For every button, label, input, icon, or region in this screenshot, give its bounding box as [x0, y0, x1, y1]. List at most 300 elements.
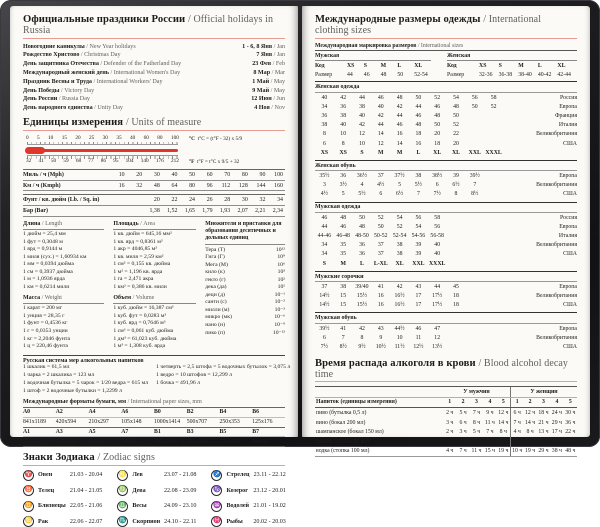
region-label: Россия [503, 95, 577, 101]
size-cell: 4½ [315, 191, 334, 197]
size-row [315, 130, 577, 139]
decay-hours-men: 9 ч [483, 408, 496, 418]
size-cell: 3½ [334, 182, 353, 188]
decay-hours-men: 4 ч [443, 447, 456, 457]
size-cell: 56 [409, 215, 428, 221]
decay-hours-women: 22 ч [564, 427, 577, 437]
decay-hours-women: 14 ч [523, 418, 536, 428]
size-cell: 13½ [428, 344, 447, 350]
size-cell: 41 [371, 284, 390, 290]
paper-cell: 105x148 [121, 419, 154, 425]
weight-title: Масса / Weight [23, 295, 104, 304]
size-cell: 40 [334, 122, 353, 128]
holiday-name-en: / International Women's Day [111, 70, 181, 76]
alcohol-row [315, 427, 577, 437]
size-cell: 50 [353, 215, 372, 221]
size-cell: 17 [409, 293, 428, 299]
conversion-item: 1 мм = 0,0394 дюйма [23, 261, 104, 269]
paper-sizes-table [23, 407, 285, 447]
fahrenheit-tick: 176 [156, 159, 164, 165]
zodiac-name: Стрелец [226, 472, 249, 478]
celsius-tick: 30 [103, 136, 108, 142]
zodiac-sign-icon: ♉ [23, 485, 34, 496]
size-cell: 38 [334, 284, 353, 290]
size-row [315, 121, 577, 130]
conversion-item: 1 кв. дюйм = 645,16 мм² [113, 231, 196, 239]
celsius-unit: °C [189, 136, 195, 142]
alcohol-rows [315, 408, 577, 457]
prefix-value: 10⁻³ [275, 307, 285, 315]
size-cell: 48-50 [353, 233, 372, 239]
holiday-name-en: / Russia Day [59, 96, 90, 102]
region-label: Великобритания [503, 293, 577, 299]
right-page [302, 6, 590, 437]
size-code: M [381, 63, 398, 69]
size-cell: 52 [484, 104, 503, 110]
prefix-value: 10⁻⁶ [274, 314, 285, 322]
decay-hours-women: 29 ч [550, 418, 563, 428]
paper-cell: 125x176 [252, 419, 285, 425]
measure-item: 1 ведро = 10 штофов = 12,299 л [156, 372, 290, 380]
decay-hours-men: 4 ч [456, 437, 469, 447]
size-cell: XL [390, 261, 409, 267]
zodiac-sign-icon: ♒ [211, 501, 222, 512]
size-cell [484, 293, 503, 299]
alcohol-row [315, 447, 577, 457]
celsius-tick: 20 [75, 136, 80, 142]
size-cell: 48 [353, 224, 372, 230]
fahrenheit-tick: 212 [171, 159, 179, 165]
zodiac-dates: 24.09 - 23.10 [164, 503, 197, 509]
size-cell: 38 [390, 242, 409, 248]
size-cell: 5½ [409, 182, 428, 188]
size-cell: 44 [390, 113, 409, 119]
zodiac-item [211, 470, 285, 481]
size-cell: 47 [428, 326, 447, 332]
size-cell: 3 [315, 182, 334, 188]
region-label: Франция [503, 113, 577, 119]
red-underline [315, 38, 577, 39]
decay-hours-women: 10 ч [523, 437, 536, 447]
paper-cell: 594x841 [23, 439, 56, 445]
decay-hours-men: 3 ч [456, 427, 469, 437]
paper-cell: A0 [23, 409, 56, 415]
prefix-row [205, 322, 285, 330]
size-cell: 8 [315, 131, 334, 137]
size-cell: 15 [334, 293, 353, 299]
womens-marking-header: Женская [447, 52, 577, 61]
region-label: Великобритания [503, 335, 577, 341]
temperature-formulas [189, 135, 285, 167]
zodiac-item [23, 470, 102, 481]
clothing-section [315, 312, 577, 351]
fahrenheit-tick: 32 [26, 159, 31, 165]
fahrenheit-ticks [25, 159, 180, 165]
size-value: 46 [364, 72, 381, 78]
conversion-col-2 [113, 221, 196, 354]
size-cell: 37 [371, 242, 390, 248]
pressure-value: 1,93 [215, 208, 233, 214]
paper-row [23, 428, 285, 438]
zodiac-item [23, 516, 102, 527]
size-value: 44 [347, 72, 364, 78]
zodiac-sign-icon: ♈ [23, 470, 34, 481]
size-cell: 50 [428, 122, 447, 128]
size-cell: 35½ [315, 173, 334, 179]
size-cell: 54 [447, 95, 466, 101]
paper-cell: 148x210 [89, 439, 122, 445]
size-cell: 8 [353, 335, 372, 341]
region-label: Европа [503, 173, 577, 179]
pressure-value: 22 [162, 197, 180, 203]
left-page [10, 6, 298, 437]
size-cell: 44½ [390, 326, 409, 332]
conversion-col-3 [205, 221, 285, 354]
size-cell: 38 [409, 173, 428, 179]
zodiac-name: Близнецы [38, 503, 66, 509]
size-cell: 48 [447, 104, 466, 110]
prefix-value: 10⁹ [277, 254, 285, 262]
size-row [315, 324, 577, 333]
size-label: Размер [315, 72, 347, 78]
clothing-section-title: Мужская одежда [315, 202, 577, 214]
zodiac-dates: 23.12 - 20.01 [253, 488, 286, 494]
prefix-value: 10³ [278, 269, 285, 277]
celsius-tick: 25 [89, 136, 94, 142]
size-cell: 39 [409, 251, 428, 257]
size-cell: 40 [428, 251, 447, 257]
length-title: Длина / Length [23, 221, 104, 230]
size-cell: 44-46 [315, 233, 334, 239]
size-cell: M [371, 150, 390, 156]
size-cell: 36½ [353, 173, 372, 179]
size-row [315, 333, 577, 342]
holiday-month-en: / Jan [274, 44, 285, 50]
size-cell: 6 [315, 141, 334, 147]
size-cell: 54 [409, 224, 428, 230]
zodiac-item [211, 516, 285, 527]
size-cell: 46 [409, 113, 428, 119]
area-block [113, 221, 196, 292]
alcohol-row [315, 418, 577, 428]
decay-hours-men: 15 ч [483, 447, 496, 457]
size-cell [484, 251, 503, 257]
prefix-row [205, 314, 285, 322]
size-cell: 10 [334, 131, 353, 137]
holiday-row [23, 95, 285, 104]
conversion-item: 1 см³ = 0,061 куб. дюйма [113, 328, 196, 336]
holiday-name-ru: Международный женский день [23, 70, 109, 76]
size-cell: 8½ [465, 191, 484, 197]
conversion-item: 1 миля (сух.) = 1,60934 км [23, 254, 104, 262]
paper-row [23, 418, 285, 428]
size-cell [447, 251, 466, 257]
pressure-value: 2,07 [232, 208, 250, 214]
size-row [315, 181, 577, 190]
measure-item: 1 шкалик = 61,5 мл [23, 364, 148, 372]
clothing-section-title: Мужские сорочки [315, 271, 577, 283]
zodiac-item [117, 485, 196, 496]
pressure-row-bar [23, 206, 285, 217]
count-header: 5 [564, 398, 577, 408]
womens-code-row [447, 61, 577, 70]
celsius-formula: °C t°C = (t°F - 32) x 5/9 [189, 136, 285, 142]
zodiac-dates: 22.05 - 21.06 [70, 503, 103, 509]
holiday-row [23, 69, 285, 78]
celsius-tick: 5 [37, 136, 40, 142]
holiday-month-en: / Nov [271, 105, 285, 111]
holiday-row [23, 51, 285, 60]
size-row [315, 231, 577, 240]
alcohol-title: Время распада алкоголя в крови / Blood alcohol decay time [315, 358, 577, 380]
size-row [315, 102, 577, 111]
decay-hours-women: 7 ч [510, 418, 523, 428]
holiday-date [256, 51, 285, 60]
size-cell [465, 122, 484, 128]
region-label: Великобритания [503, 182, 577, 188]
size-cell: 36 [334, 104, 353, 110]
alcohol-row [315, 408, 577, 418]
region-label: Великобритания [503, 242, 577, 248]
speed-value: 50 [179, 172, 197, 178]
pressure-value: 28 [215, 197, 233, 203]
size-cell [465, 326, 484, 332]
zodiac-dates: 23.07 - 21.08 [164, 472, 197, 478]
holiday-day: 1 - 6, 8 [242, 44, 259, 50]
size-cell [465, 344, 484, 350]
zodiac-title: Знаки Зодиака / Zodiac signs [23, 452, 285, 463]
clothing-section-title: Женская обувь [315, 160, 577, 172]
size-cell: 56 [428, 224, 447, 230]
holiday-row [23, 87, 285, 96]
holiday-date [252, 87, 285, 96]
prefix-value: 10⁻⁹ [274, 322, 285, 330]
decay-hours-women: 29 ч [537, 447, 550, 457]
size-cell [465, 113, 484, 119]
size-cell [465, 215, 484, 221]
red-underline [23, 38, 285, 39]
size-cell: 44 [353, 95, 372, 101]
paper-cell: B0 [154, 409, 187, 415]
fahrenheit-tick: 68 [76, 159, 81, 165]
size-cell [484, 335, 503, 341]
speed-value: 100 [267, 172, 285, 178]
paper-cell: A1 [23, 429, 56, 435]
size-cell [447, 242, 466, 248]
holiday-row [23, 60, 285, 69]
size-cell: 52 [390, 224, 409, 230]
size-cell [484, 141, 503, 147]
size-cell: 40 [428, 242, 447, 248]
size-cell: 46-48 [334, 233, 353, 239]
size-cell: 6½ [447, 182, 466, 188]
decay-hours-women: 8 ч [523, 427, 536, 437]
count-header: 1 [443, 398, 456, 408]
prefix-name: Тера (Т) [205, 247, 225, 255]
size-cell [465, 261, 484, 267]
size-cell: 54 [390, 215, 409, 221]
holiday-month-en: / Feb [273, 61, 285, 67]
paper-cell: 210x297 [89, 419, 122, 425]
size-cell: 44 [315, 224, 334, 230]
speed-mph-label: Миль / ч (Mph) [23, 172, 109, 178]
paper-cell: 353x500 [187, 439, 220, 445]
prefix-name: нано (н) [205, 322, 225, 330]
drink-name: коньяк (рюмка 50 мл) [315, 437, 443, 447]
size-cell: 58 [484, 95, 503, 101]
decay-hours-men: 8 ч [470, 418, 483, 428]
size-cell: S [353, 150, 372, 156]
size-cell: 50 [371, 224, 390, 230]
size-cell: 42 [371, 113, 390, 119]
size-cell: XXXL [428, 261, 447, 267]
holiday-row [23, 104, 285, 113]
zodiac-name: Рыбы [226, 519, 249, 525]
size-cell [447, 261, 466, 267]
size-cell: 17½ [428, 302, 447, 308]
size-cell: 48 [428, 113, 447, 119]
prefix-row [205, 269, 285, 277]
decay-hours-women: 17 ч [550, 427, 563, 437]
pressure-psi-label: Фунт / кв. дюйм (Lb. / Sq. in) [23, 197, 109, 203]
size-cell: 5 [390, 182, 409, 188]
fahrenheit-tick: 95 [113, 159, 118, 165]
area-title: Площадь / Area [113, 221, 196, 230]
speed-table [23, 169, 285, 191]
zodiac-item [23, 501, 102, 512]
conversion-item: 1 м³ = 1,308 куб. ярда [113, 343, 196, 351]
size-cell: 15½ [353, 293, 372, 299]
holiday-month-ru: Ноя [259, 105, 270, 111]
size-cell: 38 [315, 122, 334, 128]
region-label: США [503, 302, 577, 308]
length-block [23, 221, 104, 292]
thermometer-bar [25, 146, 180, 154]
holiday-name [23, 69, 180, 78]
decay-hours-men: 6 ч [470, 437, 483, 447]
holiday-date [251, 95, 285, 104]
prefix-name: гекто (г) [205, 277, 225, 285]
size-cell: 34 [315, 251, 334, 257]
size-cell [465, 141, 484, 147]
region-label [503, 261, 577, 267]
zodiac-item [117, 501, 196, 512]
holiday-name-ru: Рождество Христово [23, 52, 79, 58]
size-row [315, 259, 577, 268]
celsius-tick: 60 [144, 136, 149, 142]
size-cell: 38½ [428, 173, 447, 179]
speed-value: 80 [232, 172, 250, 178]
holiday-month-ru: Май [257, 79, 269, 85]
size-cell: 6 [371, 191, 390, 197]
size-cell [484, 113, 503, 119]
size-cell: 42 [334, 95, 353, 101]
paper-cell: 176x250 [220, 439, 253, 445]
size-row [315, 213, 577, 222]
code-label: Код [447, 63, 479, 69]
prefix-name: Гига (Г) [205, 254, 224, 262]
size-cell: 37 [371, 173, 390, 179]
size-cell [465, 293, 484, 299]
russian-measures [23, 355, 285, 395]
size-cell [465, 335, 484, 341]
conversion-item: 1 ярд = 0,9144 м [23, 246, 104, 254]
speed-row-mph [23, 170, 285, 181]
pressure-value: 20 [144, 197, 162, 203]
size-cell: 20 [428, 131, 447, 137]
decay-hours-women: 10 ч [510, 447, 523, 457]
count-header: 4 [483, 398, 496, 408]
red-underline [23, 130, 285, 131]
size-code: L [397, 63, 414, 69]
celsius-tick: 100 [171, 136, 179, 142]
holidays-list [23, 43, 285, 114]
celsius-ruler [27, 142, 178, 146]
decay-hours-men: 2 ч [443, 408, 456, 418]
decay-hours-men: 7 ч [470, 408, 483, 418]
region-label: Великобритания [503, 131, 577, 137]
region-label: Европа [503, 284, 577, 290]
zodiac-name: Скорпион [132, 519, 160, 525]
size-cell: 8 [334, 141, 353, 147]
units-title-en: / Units of measure [126, 117, 201, 128]
size-cell: 42 [353, 326, 372, 332]
size-cell: 52 [371, 215, 390, 221]
womens-size-row [447, 70, 577, 79]
decay-hours-women: 5 ч [510, 437, 523, 447]
holiday-name [23, 78, 163, 87]
mens-size-row [315, 70, 431, 79]
holiday-row [23, 78, 285, 87]
holiday-name [23, 51, 121, 60]
size-cell [447, 215, 466, 221]
decay-hours-men: 2 ч [443, 427, 456, 437]
russian-measures-title: Русская система мер алкогольных напитков [23, 358, 285, 364]
paper-cell: 250x353 [220, 419, 253, 425]
prefix-name: микро (мк) [205, 314, 232, 322]
speed-value: 10 [109, 172, 127, 178]
size-cell: 22 [447, 131, 466, 137]
size-cell: 48 [334, 215, 353, 221]
size-cell: 50 [465, 104, 484, 110]
fahrenheit-tick: 104 [126, 159, 134, 165]
size-code: S [499, 63, 519, 69]
drink-name: вино (бокал 200 мл) [315, 418, 443, 428]
conversion-item: 1 см = 0,3937 дюйма [23, 269, 104, 277]
size-cell: 42 [390, 284, 409, 290]
conversion-item: 1 куб. дюйм = 16,387 см³ [113, 305, 196, 313]
clothing-title: Международные размеры одежды / International clothing sizes [315, 14, 577, 36]
pressure-value: 24 [179, 197, 197, 203]
drink-column-header: Напиток (единицы измерения) [315, 398, 443, 408]
decay-hours-men: 7 ч [483, 427, 496, 437]
decay-hours-men: 11 ч [470, 447, 483, 457]
size-row [315, 241, 577, 250]
size-cell: 35 [334, 251, 353, 257]
holiday-day: 4 [254, 105, 257, 111]
size-cell: 40 [371, 104, 390, 110]
size-cell: 4½ [371, 182, 390, 188]
holiday-name-ru: День Победы [23, 88, 59, 94]
size-cell: 10 [353, 141, 372, 147]
size-code: XL [557, 63, 577, 69]
holiday-name-en: / International Workers' Day [94, 79, 163, 85]
conversion-item: 1 см² = 0,155 кв. дюйма [113, 261, 196, 269]
conversion-item: 1 дюйм = 25,4 мм [23, 231, 104, 239]
size-cell: 20 [447, 141, 466, 147]
speed-value: 16 [109, 183, 127, 189]
paper-row [23, 408, 285, 418]
